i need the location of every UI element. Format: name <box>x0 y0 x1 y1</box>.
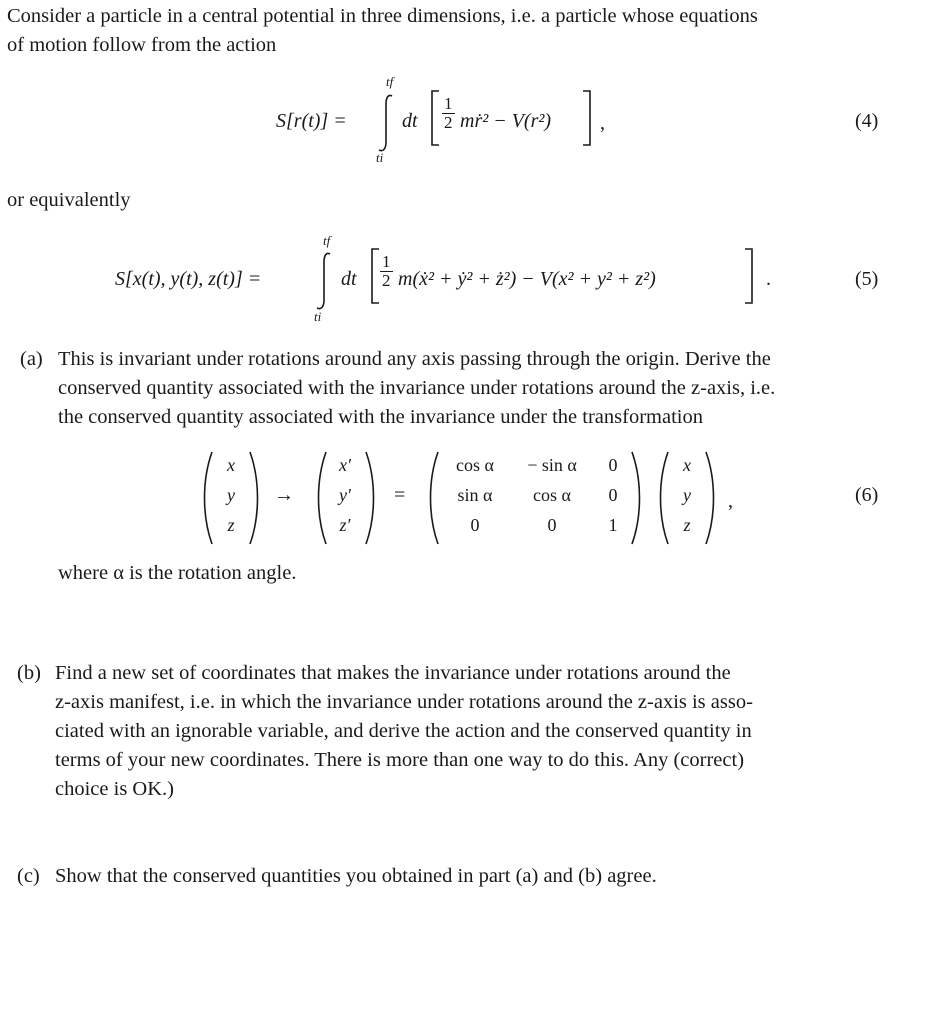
arrow-icon: → <box>274 484 294 506</box>
vec-right-x: x <box>683 455 691 475</box>
part-b-label: (b) <box>17 662 41 684</box>
right-bracket-icon <box>744 248 754 304</box>
eq5-dt: dt <box>341 268 357 290</box>
eq4-dt: dt <box>402 110 418 132</box>
eq4-end: , <box>600 112 605 134</box>
left-bracket-icon <box>370 248 380 304</box>
vec-right-y: y <box>683 485 691 505</box>
right-paren-icon <box>248 450 262 546</box>
part-a-line-2: conserved quantity associated with the invariance under rotations around the z-axis, i.e. <box>58 377 776 399</box>
right-bracket-icon <box>582 90 592 146</box>
right-paren-icon <box>364 450 378 546</box>
part-a-line-3: the conserved quantity associated with the invariance under the transformation <box>58 406 703 428</box>
eq5-lhs: S[x(t), y(t), z(t)] = <box>115 268 262 290</box>
part-b-line-2: z-axis manifest, i.e. in which the invariance under rotations around the z-axis is asso- <box>55 691 753 713</box>
part-b-line-4: terms of your new coordinates. There is more than one way to do this. Any (correct) <box>55 749 745 771</box>
integral-sign-icon <box>314 250 334 312</box>
part-a-where: where α is the rotation angle. <box>58 562 297 584</box>
matrix-cell-1-0: sin α <box>457 485 493 505</box>
eq4-body: mṙ² − V(r²) <box>460 110 552 132</box>
left-paren-icon <box>426 450 440 546</box>
eq4-lower-limit: ti <box>376 150 384 165</box>
left-paren-icon <box>200 450 214 546</box>
eq4-lhs: S[r(t)] = <box>276 110 347 132</box>
eq4-upper-limit: tf <box>386 74 394 89</box>
part-a-line-1: This is invariant under rotations around any axis passing through the origin. Derive the <box>58 348 771 370</box>
left-paren-icon <box>656 450 670 546</box>
part-a-label: (a) <box>20 348 43 370</box>
intro-line-1: Consider a particle in a central potential in three dimensions, i.e. a particle whose equations <box>7 5 758 27</box>
eq5-upper-limit: tf <box>323 233 331 248</box>
eq5-body: m(ẋ² + ẏ² + ż²) − V(x² + y² + z²) <box>398 268 656 290</box>
vec-left-y: y <box>227 485 235 505</box>
eq5-end: . <box>766 268 771 290</box>
eq4-frac-den: 2 <box>444 113 453 132</box>
left-bracket-icon <box>430 90 440 146</box>
matrix-cell-2-2: 1 <box>608 515 618 535</box>
matrix-cell-0-1: − sin α <box>527 455 577 475</box>
matrix-cell-0-2: 0 <box>608 455 618 475</box>
part-b-line-1: Find a new set of coordinates that makes the invariance under rotations around the <box>55 662 731 684</box>
eq4-frac-num: 1 <box>444 94 453 113</box>
vec-prime-x: x′ <box>339 455 351 475</box>
part-b-line-3: ciated with an ignorable variable, and derive the action and the conserved quantity in <box>55 720 752 742</box>
matrix-cell-1-2: 0 <box>608 485 618 505</box>
eq6-equals: = <box>394 484 406 506</box>
or-equivalently: or equivalently <box>7 189 131 211</box>
eq6-end: , <box>728 490 733 512</box>
part-c-line-1: Show that the conserved quantities you obtained in part (a) and (b) agree. <box>55 865 657 887</box>
left-paren-icon <box>314 450 328 546</box>
eq5-frac-den: 2 <box>382 271 391 290</box>
eq5-number: (5) <box>855 268 879 290</box>
right-paren-icon <box>704 450 718 546</box>
eq5-lower-limit: ti <box>314 309 322 324</box>
intro-line-2: of motion follow from the action <box>7 34 277 56</box>
matrix-cell-2-1: 0 <box>547 515 557 535</box>
eq4-fraction <box>442 95 455 132</box>
vec-left-x: x <box>227 455 235 475</box>
matrix-cell-1-1: cos α <box>533 485 571 505</box>
vec-prime-z: z′ <box>339 515 351 535</box>
vec-prime-y: y′ <box>339 485 351 505</box>
eq5-frac-num: 1 <box>382 252 391 271</box>
vec-left-z: z <box>227 515 235 535</box>
part-b-line-5: choice is OK.) <box>55 778 174 800</box>
eq6-number: (6) <box>855 484 879 506</box>
matrix-cell-0-0: cos α <box>456 455 494 475</box>
vec-right-z: z <box>683 515 691 535</box>
integral-sign-icon <box>376 92 396 154</box>
eq4-number: (4) <box>855 110 879 132</box>
matrix-cell-2-0: 0 <box>470 515 480 535</box>
part-c-label: (c) <box>17 865 40 887</box>
right-paren-icon <box>630 450 644 546</box>
eq5-fraction <box>380 253 393 290</box>
